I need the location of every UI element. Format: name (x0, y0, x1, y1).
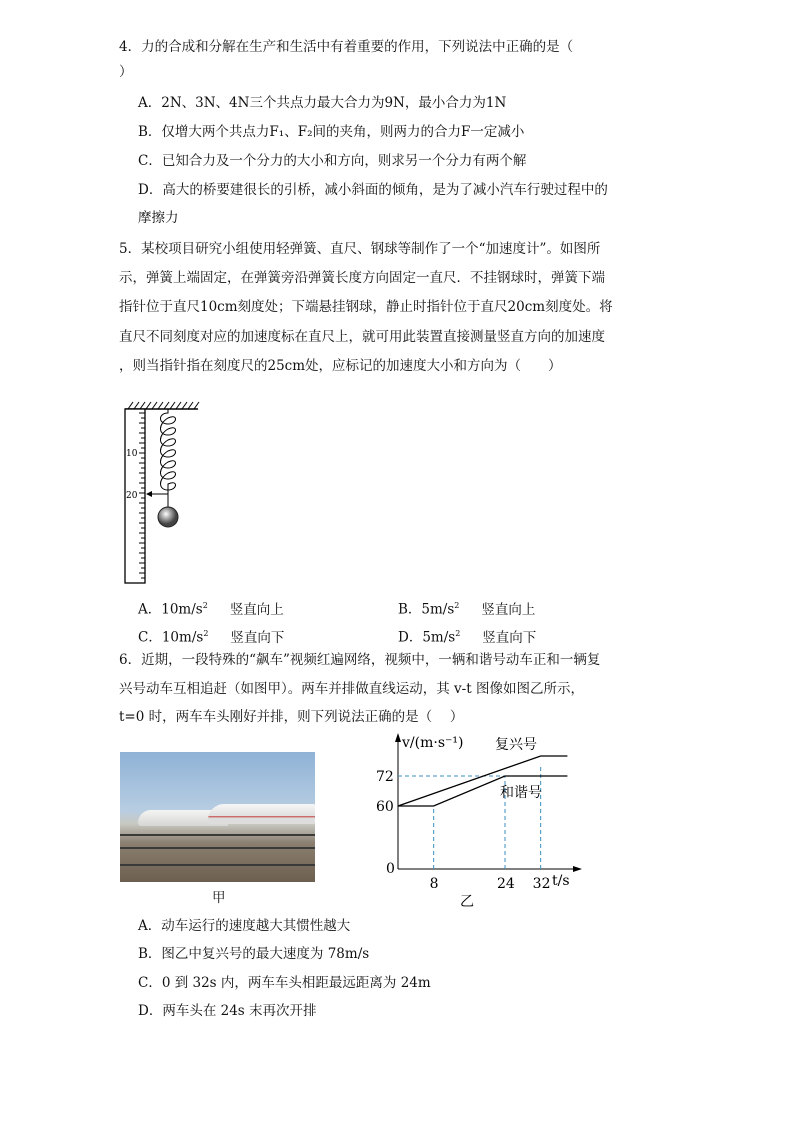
q6-option-c: C．0 到 32s 内，两车车头相距最远距离为 24m (138, 975, 431, 991)
q6-line: 兴号动车互相追赶（如图甲）。两车并排做直线运动，其 v-t 图像如图乙所示， (119, 681, 584, 697)
q6-option-a: A．动车运行的速度越大其惯性越大 (138, 918, 351, 934)
q5-line: 5．某校项目研究小组使用轻弹簧、直尺、钢球等制作了一个“加速度计”。如图所 (119, 241, 601, 257)
q4-option-b: B．仅增大两个共点力F₁、F₂间的夹角，则两力的合力F一定减小 (138, 124, 525, 140)
series-label: 和谐号 (500, 785, 542, 801)
q4-option-d: D．高大的桥要建很长的引桥，减小斜面的倾角，是为了减小汽车行驶过程中的 (138, 182, 608, 198)
q5-line: 指针位于直尺10cm刻度处；下端悬挂钢球，静止时指针位于直尺20cm刻度处。将 (119, 299, 613, 315)
train-photo (120, 752, 315, 882)
y-tick-label: 72 (376, 769, 394, 785)
q4-option-c: C．已知合力及一个分力的大小和方向，则求另一个分力有两个解 (138, 153, 527, 169)
series-line-1 (398, 776, 567, 806)
series-label: 复兴号 (495, 737, 537, 753)
origin-label: 0 (386, 861, 395, 877)
photo-caption: 甲 (212, 890, 226, 906)
q6-line: t=0 时，两车车头刚好并排，则下列说法正确的是（ ） (119, 709, 464, 725)
steel-ball (158, 507, 178, 527)
x-axis-label: t/s (552, 873, 570, 889)
q6-line: 6．近期，一段特殊的“飙车”视频红遍网络，视频中，一辆和谐号动车正和一辆复 (119, 652, 601, 668)
q5-option-b: B．$5m/s^2$ 竖直向上 (398, 601, 536, 618)
chart-caption: 乙 (460, 894, 474, 910)
q4-option-a: A．2N、3N、4N三个共点力最大合力为9N，最小合力为1N (138, 95, 507, 111)
vt-chart (360, 725, 590, 915)
x-tick-label: 8 (429, 876, 439, 892)
q5-option-c: C．$10m/s^2$ 竖直向下 (138, 629, 285, 646)
q5-line: 示，弹簧上端固定，在弹簧旁沿弹簧长度方向固定一直尺．不挂钢球时，弹簧下端 (119, 270, 605, 286)
ruler-label-10: 10 (126, 449, 138, 459)
x-tick-label: 32 (532, 876, 551, 892)
q5-option-a: A．$10m/s^2$ 竖直向上 (138, 601, 284, 618)
q5-line: 直尺不同刻度对应的加速度标在直尺上，就可用此装置直接测量竖直方向的加速度 (119, 329, 605, 345)
q5-option-d: D．$5m/s^2$ 竖直向下 (398, 629, 537, 646)
spring-ruler-figure (110, 395, 230, 590)
series-line-0 (398, 756, 567, 806)
q4-option-d-cont: 摩擦力 (138, 210, 179, 226)
q6-option-d: D．两车头在 24s 末再次开排 (138, 1003, 317, 1019)
y-axis-label: v/(m·s⁻¹) (402, 735, 464, 751)
q4-stem: 4．力的合成和分解在生产和生活中有着重要的作用，下列说法中正确的是（ (119, 39, 574, 55)
q4-stem-end: ） (119, 64, 133, 80)
y-tick-label: 60 (376, 799, 394, 815)
x-tick-label: 24 (497, 876, 515, 892)
q6-option-b: B．图乙中复兴号的最大速度为 78m/s (138, 946, 370, 962)
q5-line: ，则当指针指在刻度尺的25cm处，应标记的加速度大小和方向为（ ） (119, 358, 562, 374)
ruler-label-20: 20 (126, 491, 138, 501)
